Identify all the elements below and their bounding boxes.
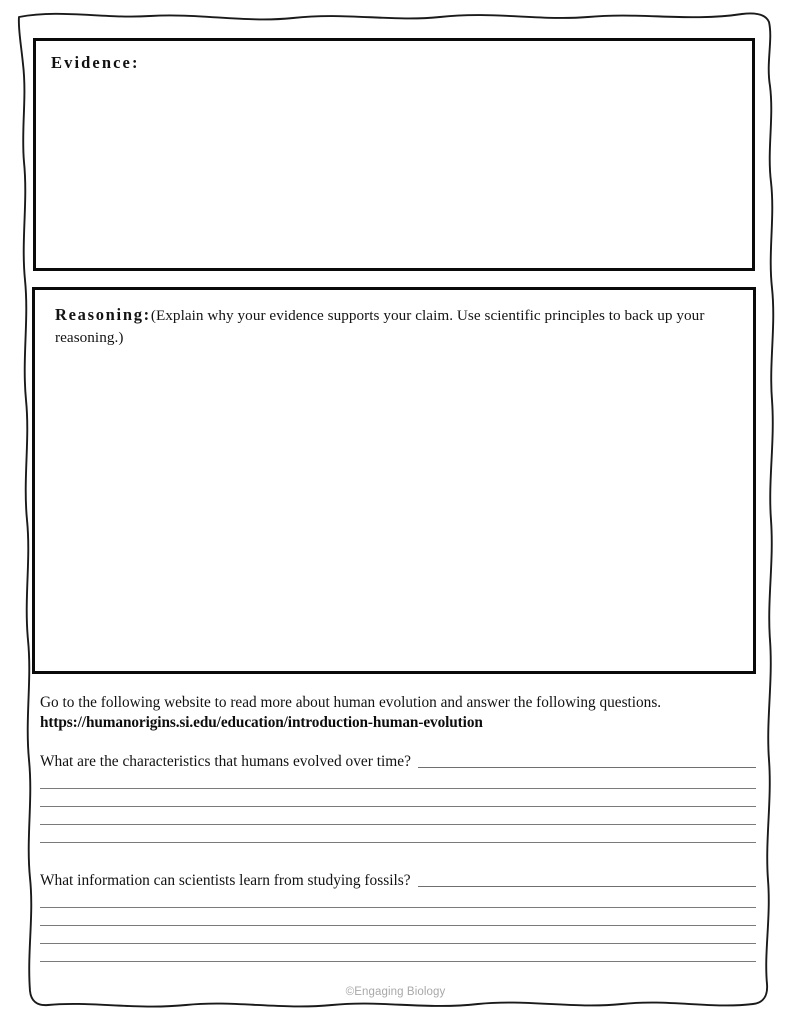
answer-line[interactable] (40, 806, 756, 807)
question-1-text: What are the characteristics that humans evolved over time? (40, 752, 411, 770)
evidence-response-box[interactable] (33, 38, 755, 271)
reasoning-label: Reasoning: (55, 305, 151, 324)
answer-line[interactable] (40, 943, 756, 944)
question-block-1 (40, 750, 756, 843)
answer-line[interactable] (40, 842, 756, 843)
answer-line[interactable] (40, 824, 756, 825)
evidence-label: Evidence: (51, 53, 140, 72)
reasoning-prompt (55, 303, 717, 349)
website-instruction-text: Go to the following website to read more about human evolution and answer the following questions. (40, 694, 662, 711)
question-2-answer-lines[interactable] (40, 907, 756, 962)
question-2-inline-answer-line[interactable] (418, 886, 756, 887)
question-1-inline-answer-line[interactable] (418, 767, 756, 768)
question-1-row (40, 750, 756, 771)
footer-credit: ©Engaging Biology (345, 986, 446, 998)
reasoning-hint: (Explain why your evidence supports your claim. Use scientific principles to back up your reasoning.) (55, 307, 705, 346)
questions-section (40, 693, 756, 962)
answer-line[interactable] (40, 907, 756, 908)
question-block-2 (40, 869, 756, 962)
reasoning-response-box[interactable] (32, 287, 756, 674)
answer-line[interactable] (40, 961, 756, 962)
question-2-row (40, 869, 756, 890)
answer-line[interactable] (40, 788, 756, 789)
question-1-answer-lines[interactable] (40, 788, 756, 843)
question-2-text: What information can scientists learn from studying fossils? (40, 871, 411, 889)
website-url-link[interactable]: https://humanorigins.si.edu/education/introduction-human-evolution (40, 713, 483, 731)
answer-line[interactable] (40, 925, 756, 926)
